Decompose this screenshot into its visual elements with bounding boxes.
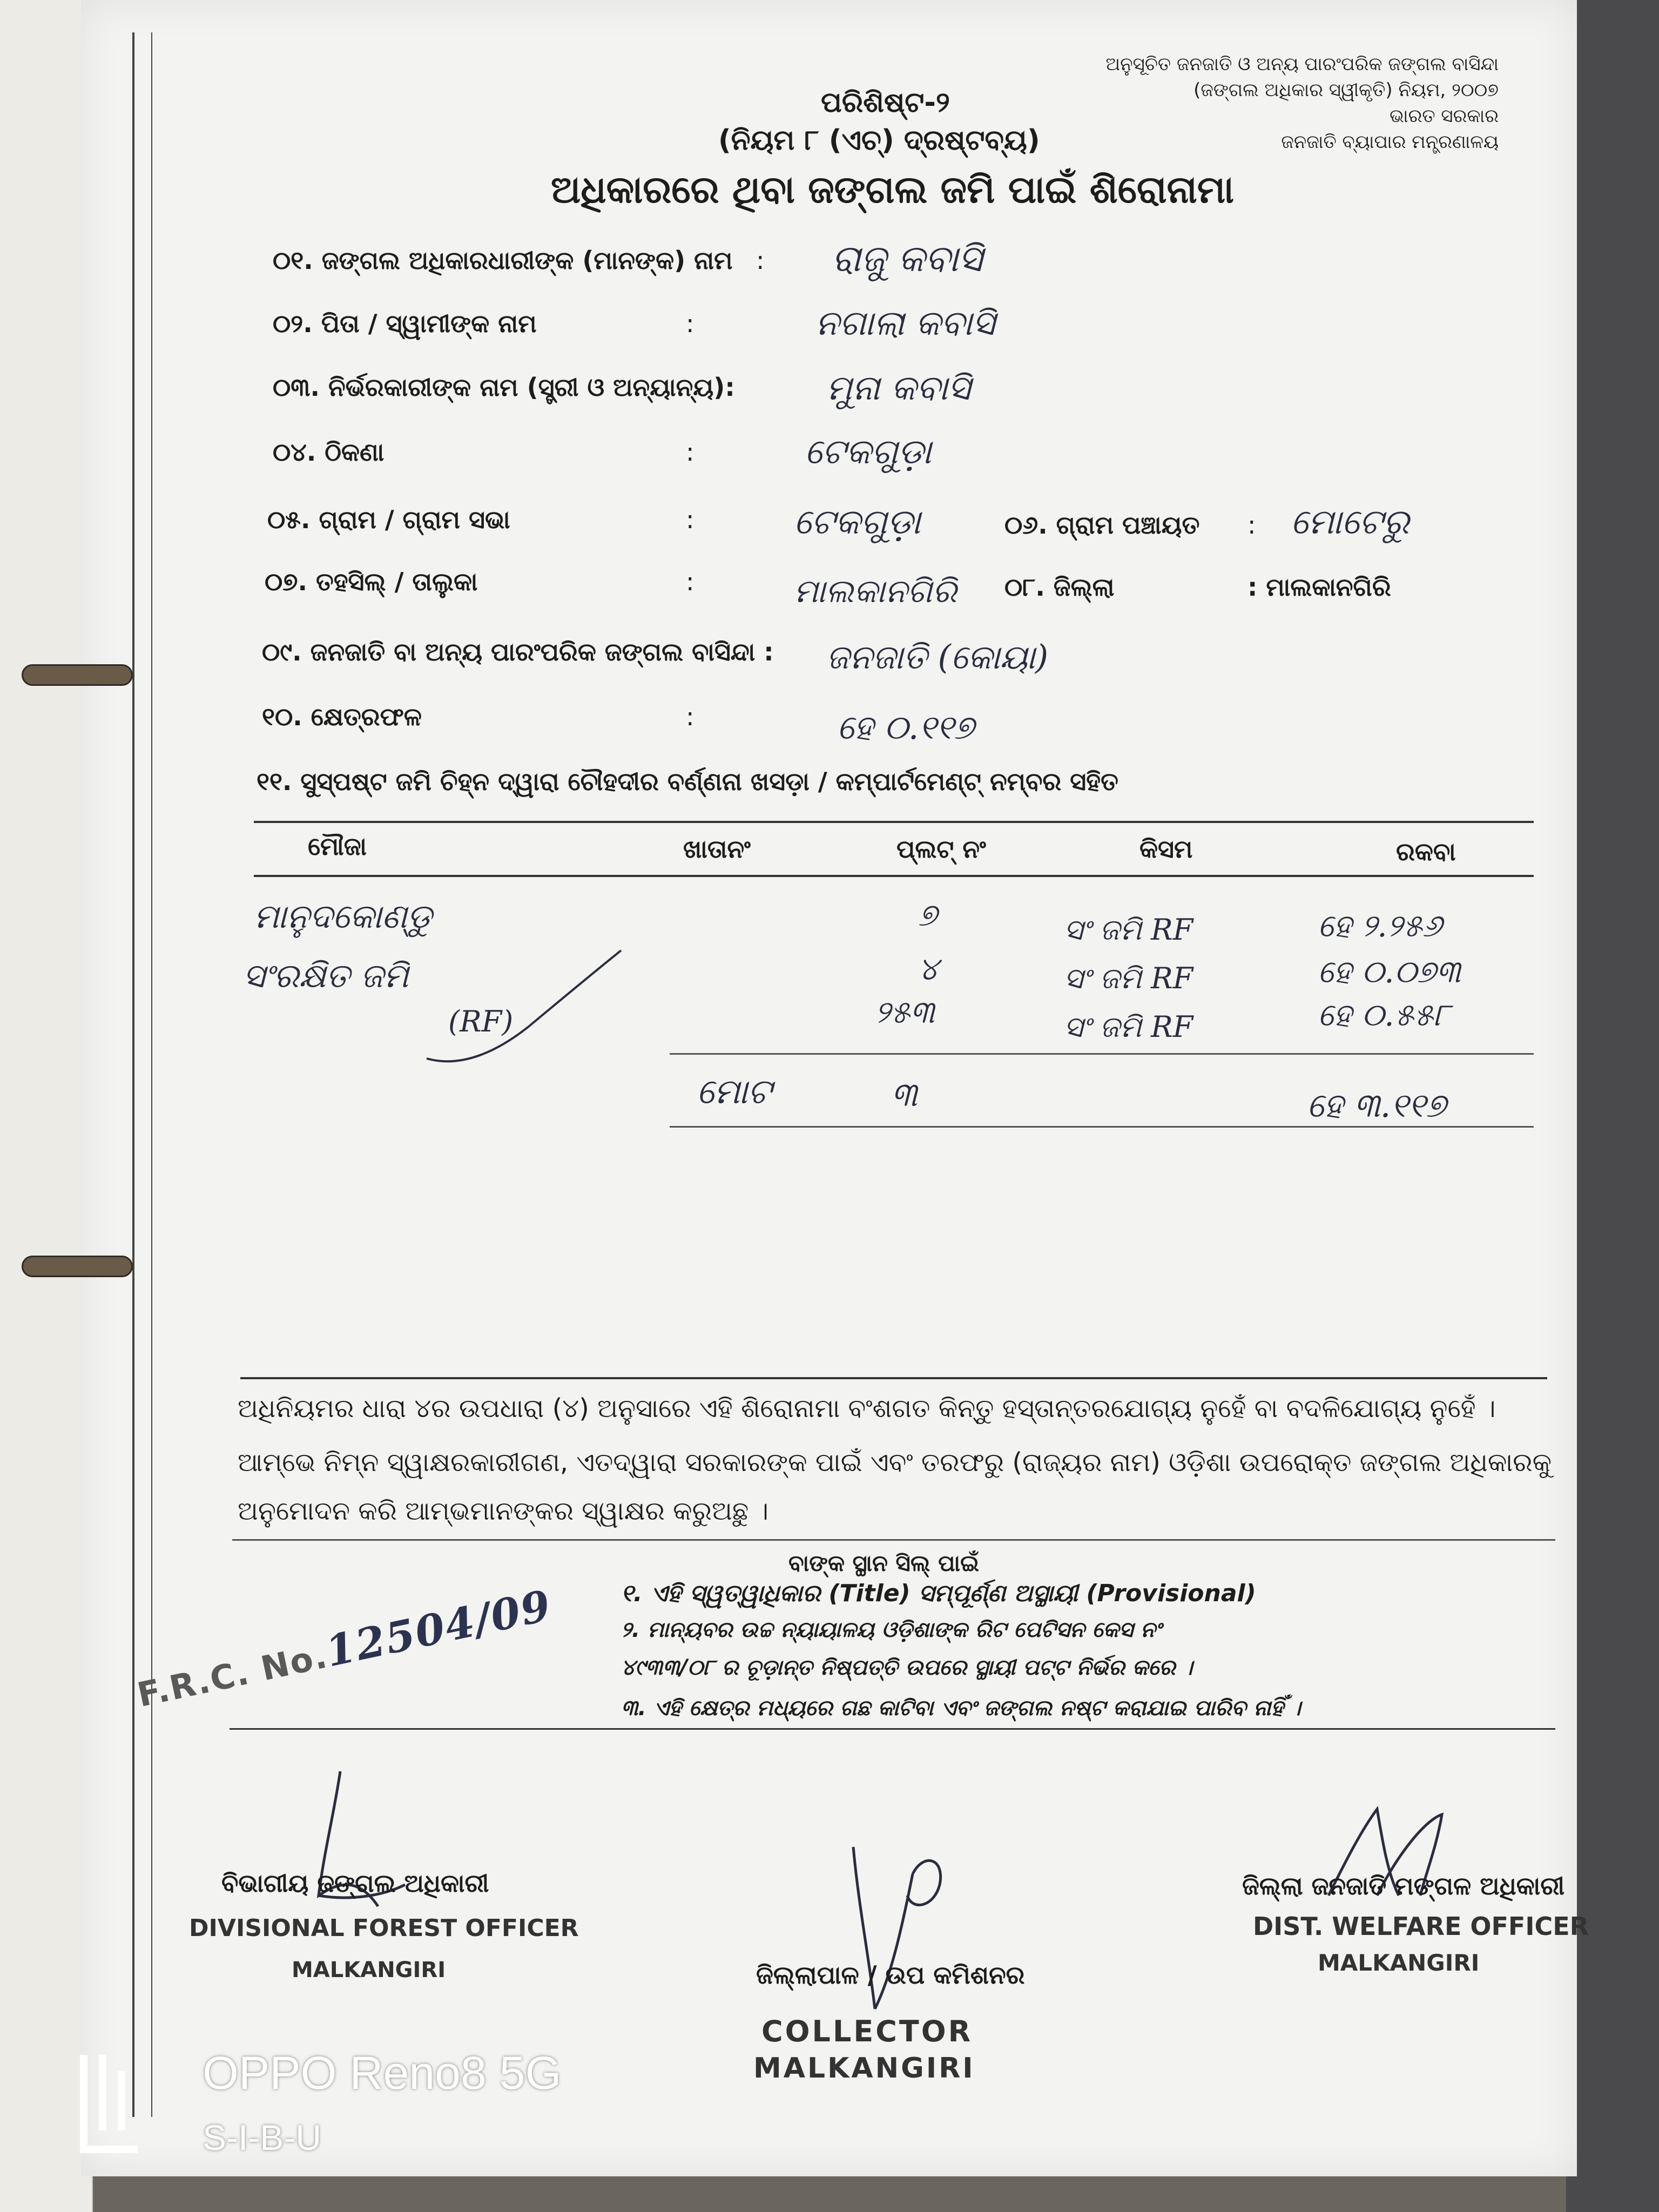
header-rakba: ରକବା [1396, 837, 1456, 866]
boundary-label: ୧୧. ସୁସ୍ପଷ୍ଟ ଜମି ଚିହ୍ନ ଦ୍ୱାରା ଚୌହଦୀର ବର୍ଣ୍ଣନା ଖସଡ଼ା / କମ୍ପାର୍ଟମେଣ୍ଟ୍ ନମ୍ବର ସହିତ [257, 767, 1118, 796]
address: ଟେକଗୁଡ଼ା [805, 432, 932, 472]
stamp-bottom-rule [230, 1728, 1555, 1730]
dwo-title-odia: ଜିଲ୍ଲା ଜନଜାତି ମଙ୍ଗଳ ଅଧିକାରୀ [1242, 1871, 1565, 1900]
header-kisam: କିସମ [1139, 834, 1193, 864]
previous-page-edge [0, 0, 93, 2212]
rakba-value: ହେ ୦.୦୭୩ [1318, 953, 1461, 990]
binder-ring [22, 664, 133, 686]
collector-title-odia: ଜିଲ୍ଲାପାଳ / ଉପ କମିଶନର [756, 1960, 1025, 1990]
total-area: ହେ ୩.୧୧୭ [1307, 1085, 1446, 1125]
kisam-value: ସଂ ଜମି RF [1064, 1010, 1193, 1044]
field-label: ୦୯. ଜନଜାତି ବା ଅନ୍ୟ ପାରଂପରିକ ଜଙ୍ଗଲ ବାସିନ୍ଦା : [262, 637, 774, 666]
collector-district: MALKANGIRI [753, 2052, 975, 2085]
district-value: : ମାଲକାନଗିରି [1247, 572, 1391, 602]
panchayat-label: ୦୬. ଗ୍ରାମ ପଞ୍ଚାୟତ [1004, 510, 1200, 539]
stamp-line: ୧. ଏହି ସ୍ୱତ୍ୱାଧିକାର (Title) ସମ୍ପୂର୍ଣ୍ଣ ଅସ୍ଥାୟୀ (Provisional) [621, 1580, 1256, 1607]
dfo-district: MALKANGIRI [292, 1958, 446, 1982]
field-colon: : [686, 567, 694, 596]
table-header-rule [254, 875, 1534, 877]
declaration-line: ଅଧିନିୟମର ଧାରା ୪ର ଉପଧାରା (୪) ଅନୁସାରେ ଏହି ଶିରୋନାମା ବଂଶଗତ କିନ୍ତୁ ହସ୍ତାନ୍ତରଯୋଗ୍ୟ ନୁହେଁ ବା ବଦଳିଯୋଗ୍ୟ ନୁହେଁ । [238, 1393, 1496, 1424]
plot-number: ୪ [918, 950, 939, 987]
field-colon: : [686, 309, 694, 338]
field-label: ୧୦. କ୍ଷେତ୍ରଫଳ [262, 702, 422, 731]
field-label: ୦୨. ପିତା / ସ୍ୱାମୀଙ୍କ ନାମ [273, 309, 537, 338]
dfo-title-odia: ବିଭାଗୀୟ ଜଙ୍ଗଲ ଅଧିକାରୀ [221, 1869, 489, 1898]
village: ଟେକଗୁଡ଼ା [794, 502, 921, 542]
document-title: ଅଧିକାରରେ ଥିବା ଜଙ୍ଗଲ ଜମି ପାଇଁ ଶିରୋନାମା [551, 167, 1235, 212]
area: ହେ ୦.୧୧୭ [837, 707, 975, 747]
kisam-value: ସଂ ଜମି RF [1064, 913, 1193, 947]
field-colon: : [1247, 510, 1256, 539]
camera-model: OPPO Reno8 5G [203, 2047, 562, 2099]
table-top-rule [254, 821, 1534, 823]
header-mouza: ମୌଜା [308, 832, 367, 861]
total-top-rule [670, 1053, 1534, 1055]
declaration-bottom-rule [232, 1539, 1555, 1541]
dependent-name: ମୁନା କବାସି [826, 368, 970, 408]
father-name: ନଗାଲା କବାସି [815, 304, 995, 343]
total-bottom-rule [670, 1126, 1534, 1128]
field-label: ୦୧. ଜଙ୍ଗଲ ଅଧିକାରଧାରୀଙ୍କ (ମାନଙ୍କ) ନାମ [273, 246, 733, 275]
field-label: ୦୪. ଠିକଣା [273, 437, 385, 467]
stamp-line: ୩. ଏହି କ୍ଷେତ୍ର ମଧ୍ୟରେ ଗଛ କାଟିବା ଏବଂ ଜଙ୍ଗଲ ନଷ୍ଟ କରାଯାଇ ପାରିବ ନାହିଁ । [621, 1696, 1301, 1721]
binder-ring [22, 1256, 133, 1277]
rakba-value: ହେ ୨.୨୫୬ [1318, 907, 1442, 944]
stamp-line: ୪୯୩୩/୦୮ ର ଚୂଡ଼ାନ୍ତ ନିଷ୍ପତ୍ତି ଉପରେ ସ୍ଥାୟୀ ପଟ୍ଟ ନିର୍ଭର କରେ । [621, 1655, 1193, 1680]
issuing-authority-note: ଅନୁସୂଚିତ ଜନଜାତି ଓ ଅନ୍ୟ ପାରଂପରିକ ଜଙ୍ଗଲ ବାସିନ୍ଦା (ଜଙ୍ଗଲ ଅଧିକାର ସ୍ୱୀକୃତି) ନିୟମ, ୨୦୦୭ ଭାରତ ସରକାର ଜନଜାତି ବ୍ୟାପାର ମନ୍ତ୍ରଣାଳୟ [1105, 53, 1499, 153]
stamp-line: ୨. ମାନ୍ୟବର ଉଚ୍ଚ ନ୍ୟାୟାଳୟ ଓଡ଼ିଶାଙ୍କ ରିଟ ପେଟିସନ କେସ ନଂ [621, 1617, 1161, 1642]
mouza-land-type: ସଂରକ୍ଷିତ ଜମି [243, 956, 409, 995]
frc-number: 12504/09 [321, 1581, 556, 1677]
kisam-value: ସଂ ଜମି RF [1064, 961, 1193, 995]
collector-signature [842, 1842, 950, 2020]
dfo-title-en: DIVISIONAL FOREST OFFICER [189, 1914, 579, 1942]
annex-number: ପରିଶିଷ୍ଟ-୨ [821, 86, 950, 119]
header-khata: ଖାତାନଂ [683, 834, 751, 864]
mouza-name: ମାନୁଦକୋଣ୍ଡୁ [254, 896, 432, 936]
declaration-line: ଅନୁମୋଦନ କରି ଆମ୍ଭମାନଙ୍କର ସ୍ୱାକ୍ଷର କରୁଅଛୁ । [238, 1496, 769, 1526]
margin-line [151, 32, 152, 2117]
dfo-signature [302, 1766, 410, 1928]
declaration-line: ଆମ୍ଭେ ନିମ୍ନ ସ୍ୱାକ୍ଷରକାରୀଗଣ, ଏତଦ୍ୱାରା ସରକାରଙ୍କ ପାଇଁ ଏବଂ ତରଫରୁ (ରାଜ୍ୟର ନାମ) ଓଡ଼ିଶା ଉପରୋକ୍ତ ଜଙ୍ଗଲ ଅଧିକାରକୁ [238, 1447, 1552, 1478]
field-label: ୦୫. ଗ୍ରାମ / ଗ୍ରାମ ସଭା [267, 505, 510, 534]
frc-prefix: F.R.C. No. [133, 1636, 332, 1715]
field-colon: : [686, 505, 694, 534]
field-label: ୦୩. ନିର୍ଭରକାରୀଙ୍କ ନାମ (ସ୍ତ୍ରୀ ଓ ଅନ୍ୟାନ୍ୟ): [273, 373, 735, 402]
declaration-top-rule [240, 1377, 1547, 1379]
dwo-district: MALKANGIRI [1318, 1950, 1480, 1976]
plot-number: ୭ [918, 896, 938, 933]
field-colon: : [686, 437, 694, 467]
photographer-tag: S-I-B-U [203, 2117, 321, 2157]
rule-reference: (ନିୟମ ୮ (ଏଚ୍) ଦ୍ରଷ୍ଟବ୍ୟ) [718, 124, 1040, 157]
margin-line [132, 32, 134, 2117]
panchayat-value: ମୋଟେରୁ [1291, 502, 1410, 542]
rakba-value: ହେ ୦.୫୫୮ [1318, 996, 1450, 1033]
collector-title-en: COLLECTOR [761, 2014, 973, 2048]
district-label: ୦୮. ଜିଲ୍ଲା [1004, 572, 1115, 602]
mouza-flourish [421, 940, 626, 1069]
field-label: ୦୭. ତହସିଲ୍ / ତାଲୁକା [265, 567, 478, 596]
plot-number: ୨୫୩ [875, 994, 935, 1030]
tribe: ଜନଜାତି (କୋୟା) [826, 637, 1049, 677]
holder-name: ରାଜୁ କବାସି [832, 238, 983, 280]
tehsil: ମାଲକାନଗିରି [794, 572, 957, 610]
header-plot: ପ୍ଲଟ୍ ନଂ [896, 834, 986, 864]
stamp-title: ବାଙ୍କ ସ୍ଥାନ ସିଲ୍ ପାଇଁ [788, 1550, 980, 1576]
total-khata: ୩ [891, 1075, 918, 1114]
field-colon: : [756, 246, 765, 275]
dwo-title-en: DIST. WELFARE OFFICER [1253, 1912, 1589, 1941]
total-label: ମୋଟ [697, 1072, 772, 1112]
file-cover-edge [1566, 0, 1659, 2212]
camera-logo-icon [76, 2049, 146, 2157]
field-colon: : [686, 702, 694, 731]
mouza-rf: (RF) [448, 1004, 514, 1038]
